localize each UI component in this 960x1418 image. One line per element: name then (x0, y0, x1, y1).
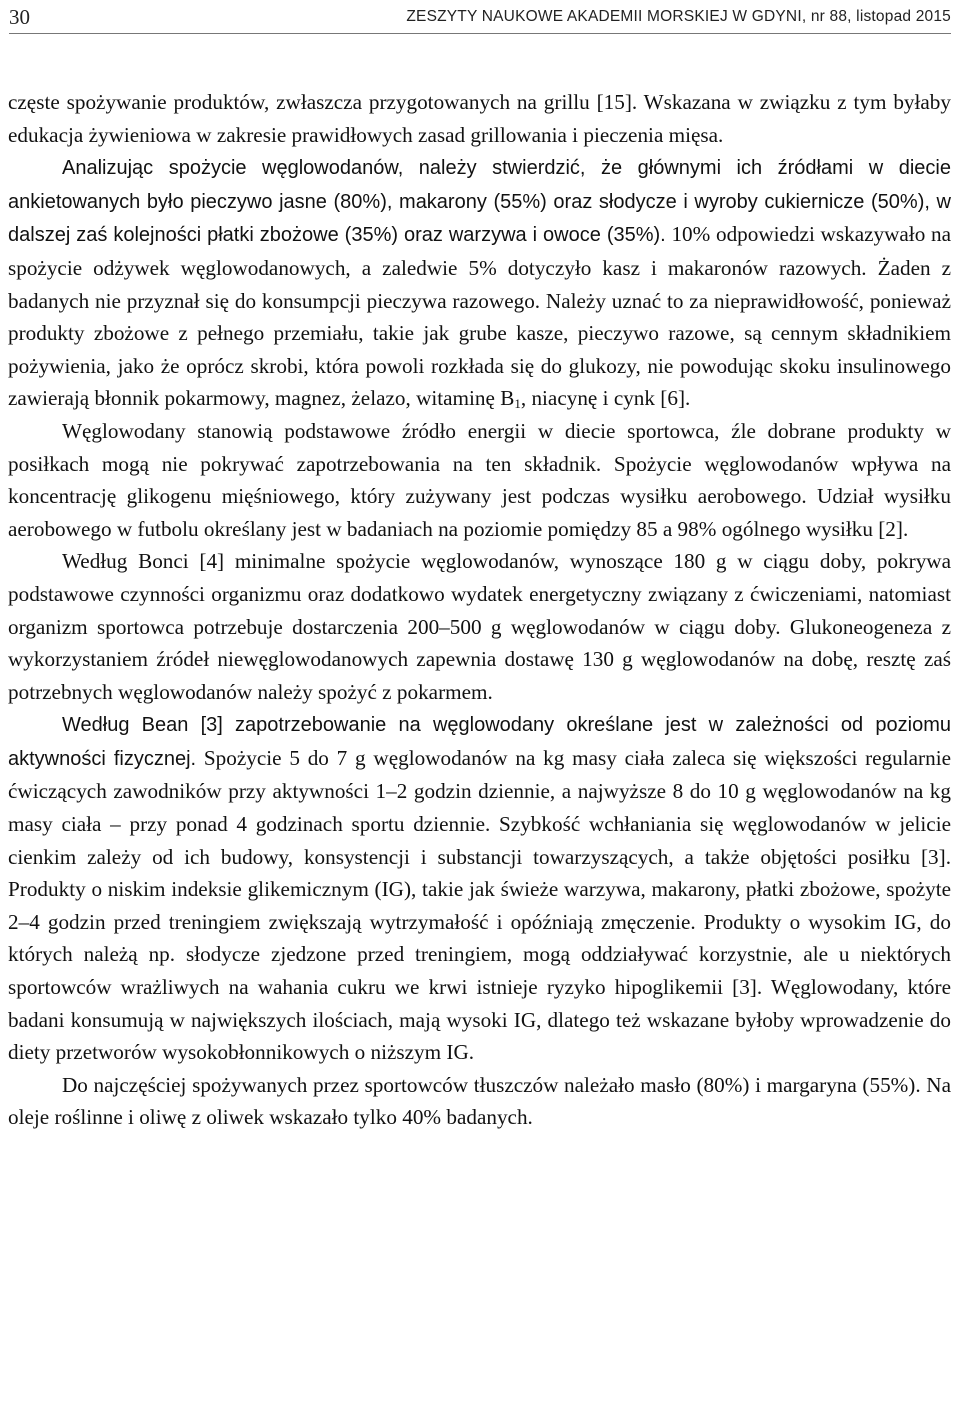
paragraph-text: częste spożywanie produktów, zwłaszcza przygotowanych na grillu [15]. Wskazana w związku z tym byłaby edukacja żywieniowa w zakresie prawidłowych zasad grillowania i pieczenia mięsa. (8, 90, 951, 147)
paragraph-sans-text: Według Bean [3] zapotrzebowanie na węglowodany określane jest w zależności od poziomu aktywności fizycznej. (8, 714, 951, 770)
paragraph-text: Spożycie 5 do 7 g węglowodanów na kg masy ciała zaleca się większości regularnie ćwiczących zawodników przy aktywności 1–2 godzin dziennie, a najwyższe 8 do 10 g węglowodanów na kg masy ciała – przy ponad 4 godzinach sportu dziennie. Szybkość wchłaniania się węglowodanów w jelicie cienkim zależy od ich budowy, konsystencji i substancji towarzyszących, a także objętości posiłku [3]. Produkty o niskim indeksie glikemicznym (IG), takie jak świeże warzywa, makarony, płatki zbożowe, spożyte 2–4 godzin przed treningiem zwiększają wytrzymałość i opóźniają zmęczenie. Produkty o wysokim IG, do których należą np. słodycze zjedzone przed treningiem, mogą oddziaływać korzystnie, ale u niektórych sportowców wrażliwych na wahania cukru we krwi istnieje ryzyko hipoglikemii [3]. Węglowodany, które badani konsumują w największych ilościach, mają wysoki IG, dlatego też wskazane byłoby wprowadzenie do diety przetworów wysokobłonnikowych o niższym IG. (8, 745, 951, 1065)
subscript: 1 (514, 396, 521, 412)
paragraph-text: Węglowodany stanowią podstawowe źródło energii w diecie sportowca, źle dobrane produkty w posiłkach mogą nie pokrywać zapotrzebowania na ten składnik. Spożycie węglowodanów wpływa na koncentrację glikogenu mięśniowego, który zużywany jest podczas wysiłku aerobowego. Udział wysiłku aerobowego w futbolu określany jest w badaniach na poziomie pomiędzy 85 a 98% ogólnego wysiłku [2]. (8, 418, 951, 541)
page-number: 30 (9, 5, 30, 29)
paragraph-bonci (8, 545, 951, 708)
article-body (8, 86, 951, 1134)
paragraph-bean (8, 708, 951, 1069)
paragraph-energy-source (8, 415, 951, 545)
paragraph-text: Do najczęściej spożywanych przez sportowców tłuszczów należało masło (80%) i margaryna (55%). Na oleje roślinne i oliwę z oliwek wskazało tylko 40% badanych. (8, 1072, 951, 1130)
paragraph-continuation (8, 86, 951, 151)
paragraph-text-tail: , niacynę i cynk [6]. (520, 386, 691, 411)
paragraph-text: 10% odpowiedzi wskazywało na spożycie odżywek węglowodanowych, a zaledwie 5% dotyczyło kasz i makaronów razowych. Żaden z badanych nie przyznał się do konsumpcji pieczywa razowego. Należy uznać to za nieprawidłowość, ponieważ produkty zbożowe z pełnego przemiału, takie jak grube kasze, pieczywo razowe, są cennym składnikiem pożywienia, jako że oprócz skrobi, która powoli rozkłada się do glukozy, nie powodując skoku insulinowego zawierają błonnik pokarmowy, magnez, żelazo, witaminę B (8, 222, 951, 411)
paragraph-fats (8, 1069, 951, 1134)
paragraph-sans-text: Analizując spożycie węglowodanów, należy stwierdzić, że głównymi ich źródłami w diecie ankietowanych było pieczywo jasne (80%), makarony (55%) oraz słodycze i wyroby cukiernicze (50%), w dalszej zaś kolejności płatki zbożowe (35%) oraz warzywa i owoce (35%). (8, 157, 951, 247)
paragraph-carbohydrate-sources (8, 151, 951, 415)
running-header (9, 4, 951, 30)
paragraph-text: Według Bonci [4] minimalne spożycie węglowodanów, wynoszące 180 g w ciągu doby, pokrywa podstawowe czynności organizmu oraz dodatkowo wydatek energetyczny związany z ćwiczeniami, natomiast organizm sportowca potrzebuje dostarczenia 200–500 g węglowodanów w ciągu doby. Glukoneogeneza z wykorzystaniem źródeł niewęglowodanowych zapewnia dostawę 130 g węglowodanów na dobę, resztę zaś potrzebnych węglowodanów należy spożyć z pokarmem. (8, 549, 951, 704)
journal-title: ZESZYTY NAUKOWE AKADEMII MORSKIEJ W GDYNI, nr 88, listopad 2015 (406, 8, 951, 25)
header-divider (9, 33, 951, 34)
